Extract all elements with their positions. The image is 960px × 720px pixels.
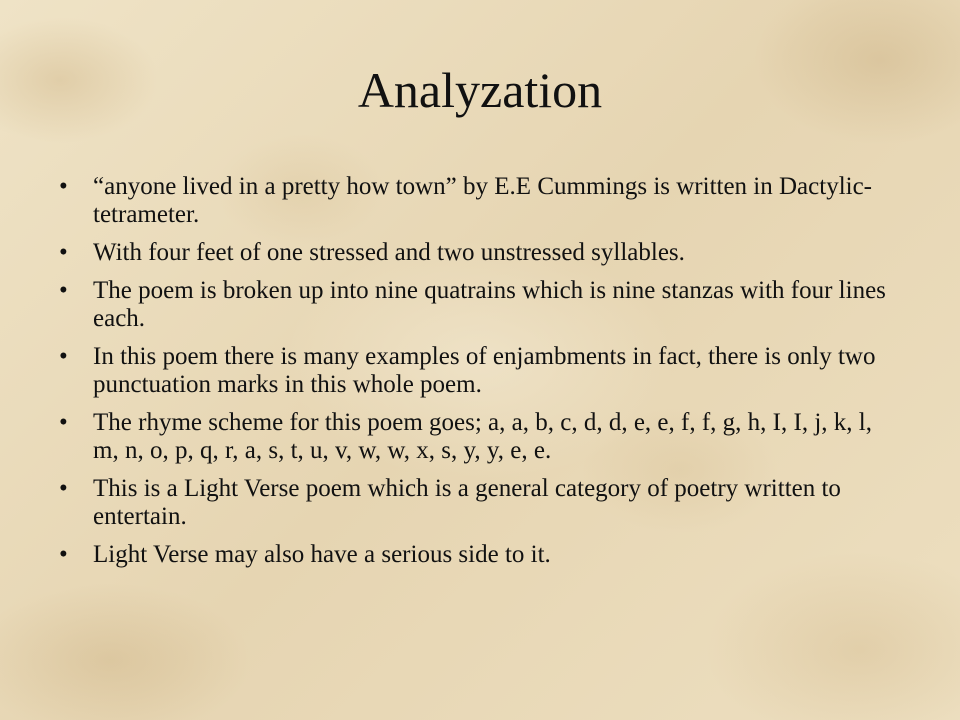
bullet-item <box>55 343 900 399</box>
bullet-text: The rhyme scheme for this poem goes; a, a, b, c, d, d, e, e, f, f, g, h, I, I, j, k, l, m, n, o, p, q, r, a, s, t, u, v, w, w, x, s, y, y, e, e. <box>93 409 872 464</box>
bullet-text: In this poem there is many examples of enjambments in fact, there is only two punctuation marks in this whole poem. <box>93 343 876 398</box>
bullet-text: “anyone lived in a pretty how town” by E.E Cummings is written in Dactylic-tetrameter. <box>93 173 873 228</box>
bullet-dot-icon: • <box>59 541 68 568</box>
bullet-dot-icon: • <box>59 277 68 304</box>
bullet-item <box>55 541 900 569</box>
bullet-text: With four feet of one stressed and two unstressed syllables. <box>93 239 685 266</box>
bullet-dot-icon: • <box>59 343 68 370</box>
bullet-text: The poem is broken up into nine quatrains which is nine stanzas with four lines each. <box>93 277 886 332</box>
bullet-item <box>55 475 900 531</box>
slide-title: Analyzation <box>357 62 603 118</box>
bullet-dot-icon: • <box>59 239 68 266</box>
bullet-item <box>55 239 900 267</box>
bullet-dot-icon: • <box>59 173 68 200</box>
bullet-list <box>55 173 900 579</box>
bullet-text: Light Verse may also have a serious side to it. <box>93 541 551 568</box>
bullet-dot-icon: • <box>59 475 68 502</box>
bullet-dot-icon: • <box>59 409 68 436</box>
bullet-item <box>55 277 900 333</box>
bullet-item <box>55 173 900 229</box>
bullet-text: This is a Light Verse poem which is a general category of poetry written to entertain. <box>93 475 841 530</box>
bullet-item <box>55 409 900 465</box>
